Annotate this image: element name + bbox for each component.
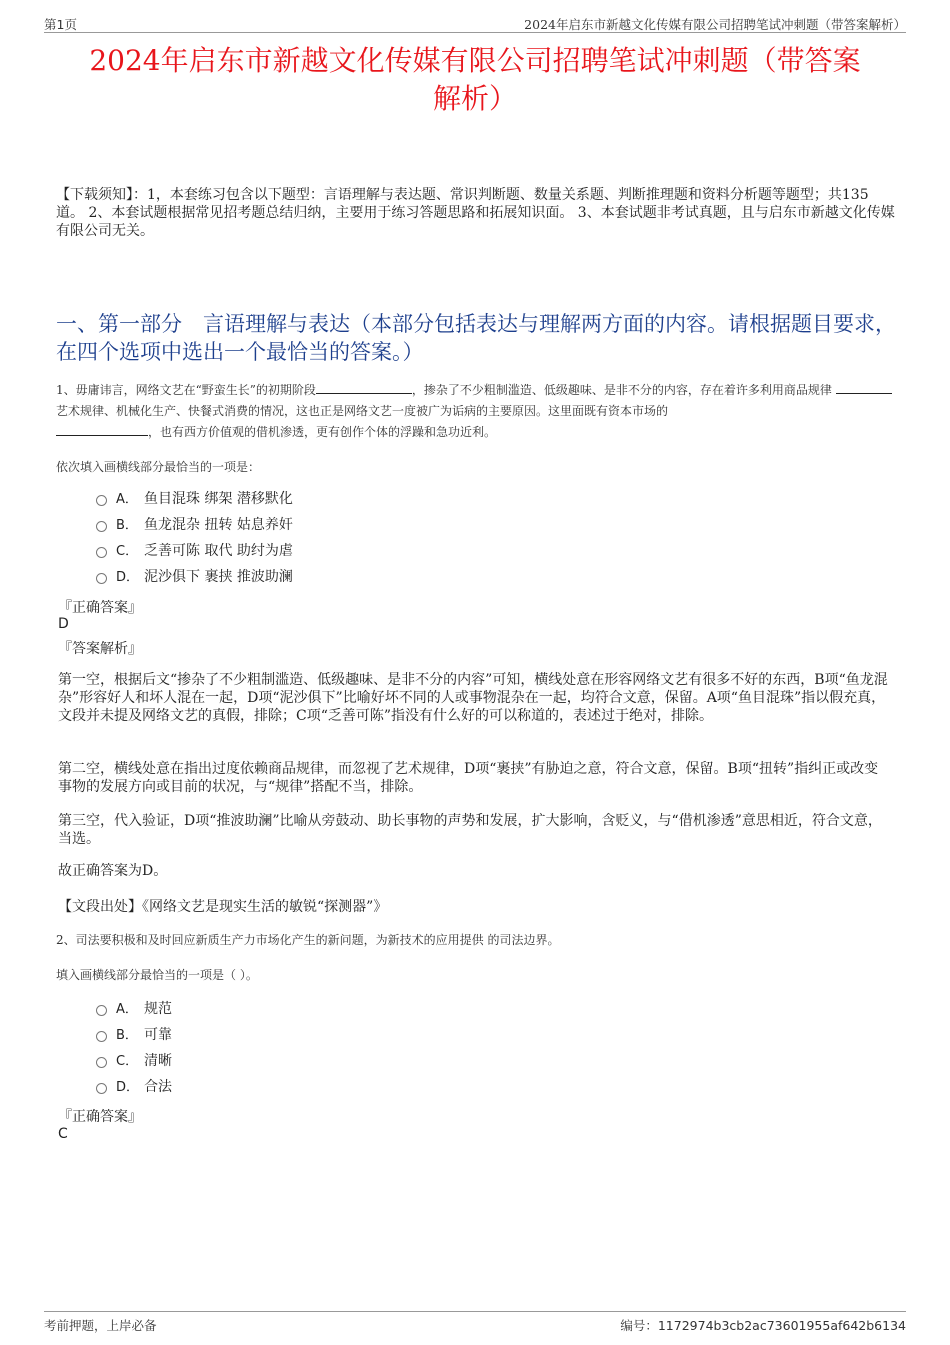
question-1-instruction: 依次填入画横线部分最恰当的一项是： <box>56 460 261 474</box>
option-text: 泥沙俱下 裹挟 推波助澜 <box>144 569 293 585</box>
option-d[interactable] <box>96 566 596 592</box>
option-text: 清晰 <box>144 1053 172 1069</box>
radio-button[interactable] <box>96 573 107 584</box>
option-b[interactable] <box>96 514 596 540</box>
section-title: 一、第一部分 言语理解与表达（本部分包括表达与理解两方面的内容。请根据题目要求，在四个选项中选出一个最恰当的答案。） <box>56 312 896 364</box>
option-text: 合法 <box>144 1079 172 1095</box>
fill-blank <box>316 381 412 394</box>
radio-button[interactable] <box>96 1057 107 1068</box>
option-text: 乏善可陈 取代 助纣为虐 <box>144 543 293 559</box>
option-c[interactable] <box>96 1050 596 1076</box>
analysis-conclusion: 故正确答案为D。 <box>58 863 168 879</box>
option-letter: A． <box>116 492 138 507</box>
code-label: 编号： <box>620 1318 658 1333</box>
option-text: 可靠 <box>144 1027 172 1043</box>
fill-blank <box>56 423 148 436</box>
analysis-paragraph-1: 第一空，根据后文“掺杂了不少粗制滥造、低级趣味、是非不分的内容”可知，横线处意在形容网络文艺有很多不好的东西，B项“鱼龙混杂”形容好人和坏人混在一起，D项“泥沙俱下”比喻好坏不同的人或事物混杂在一起，均符合文意，保留。A项“鱼目混珠”指以假充真，文段并未提及网络文艺的真假，排除；C项“乏善可陈”指没有什么好的可以称道的，表述过于绝对，排除。 <box>58 672 888 724</box>
document-code <box>620 1316 906 1334</box>
radio-button[interactable] <box>96 1083 107 1094</box>
option-letter: B． <box>116 1028 138 1043</box>
q1-text-part3: 艺术规律、机械化生产、快餐式消费的情况，这也正是网络文艺一度被广为诟病的主要原因。这里面既有资本市场的 <box>56 404 669 418</box>
option-b[interactable] <box>96 1024 596 1050</box>
correct-answer-label: 『正确答案』 <box>58 1109 142 1125</box>
option-c[interactable] <box>96 540 596 566</box>
page-number: 第1页 <box>44 17 77 32</box>
option-text: 规范 <box>144 1001 172 1017</box>
analysis-label: 『答案解析』 <box>58 641 142 657</box>
analysis-paragraph-3: 第三空，代入验证，D项“推波助澜”比喻从旁鼓动、助长事物的声势和发展，扩大影响，含贬义，与“借机渗透”意思相近，符合文意，当选。 <box>58 813 882 847</box>
option-letter: C． <box>116 1054 139 1069</box>
correct-answer: D <box>58 616 69 632</box>
question-1-text <box>56 380 896 443</box>
download-notice: 【下载须知】：1，本套练习包含以下题型：言语理解与表达题、常识判断题、数量关系题、判断推理题和资料分析题等题型；共135道。 2、本套试题根据常见招考题总结归纳，主要用于练习答题思路和拓展知识面。 3、本套试题非考试真题，且与启东市新越文化传媒有限公司无关。 <box>56 187 895 239</box>
option-letter: C． <box>116 544 139 559</box>
question-1-options <box>96 488 596 592</box>
option-letter: D． <box>116 1080 140 1095</box>
code-value: 1172974b3cb2ac73601955af642b6134 <box>657 1318 906 1333</box>
document-title <box>44 42 906 118</box>
passage-source: 【文段出处】《网络文艺是现实生活的敏锐“探测器”》 <box>58 899 388 915</box>
radio-button[interactable] <box>96 521 107 532</box>
radio-button[interactable] <box>96 495 107 506</box>
document-title-line2: 解析） <box>432 82 517 115</box>
analysis-paragraph-2: 第二空，横线处意在指出过度依赖商品规律，而忽视了艺术规律，D项“裹挟”有胁迫之意，符合文意，保留。B项“扭转”指纠正或改变事物的发展方向或目前的状况，与“规律”搭配不当，排除。 <box>58 761 879 795</box>
q1-text-part1: 1、毋庸讳言，网络文艺在“野蛮生长”的初期阶段 <box>56 383 316 397</box>
radio-button[interactable] <box>96 1031 107 1042</box>
radio-button[interactable] <box>96 1005 107 1016</box>
document-title-line1: 2024年启东市新越文化传媒有限公司招聘笔试冲刺题（带答案 <box>89 44 861 77</box>
question-2-instruction: 填入画横线部分最恰当的一项是（ ）。 <box>56 968 258 982</box>
fill-blank <box>836 381 892 394</box>
q1-text-part2: ，掺杂了不少粗制滥造、低级趣味、是非不分的内容，存在着许多利用商品规律 <box>411 383 832 397</box>
question-2-options <box>96 998 596 1102</box>
option-letter: A． <box>116 1002 138 1017</box>
correct-answer-label: 『正确答案』 <box>58 600 142 616</box>
option-a[interactable] <box>96 488 596 514</box>
question-2-text: 2、司法要积极和及时回应新质生产力市场化产生的新问题，为新技术的应用提供 的司法边界。 <box>56 933 560 947</box>
option-text: 鱼龙混杂 扭转 姑息养奸 <box>144 517 293 533</box>
q1-text-part4: ，也有西方价值观的借机渗透，更有创作个体的浮躁和急功近利。 <box>148 425 497 439</box>
option-d[interactable] <box>96 1076 596 1102</box>
option-a[interactable] <box>96 998 596 1024</box>
header-doc-title: 2024年启东市新越文化传媒有限公司招聘笔试冲刺题（带答案解析） <box>524 17 906 32</box>
correct-answer: C <box>58 1126 68 1142</box>
radio-button[interactable] <box>96 547 107 558</box>
page-header <box>44 12 906 33</box>
page-footer <box>44 1311 906 1334</box>
option-text: 鱼目混珠 绑架 潜移默化 <box>144 491 293 507</box>
footer-slogan: 考前押题，上岸必备 <box>44 1318 157 1333</box>
option-letter: B． <box>116 518 138 533</box>
option-letter: D． <box>116 570 140 585</box>
